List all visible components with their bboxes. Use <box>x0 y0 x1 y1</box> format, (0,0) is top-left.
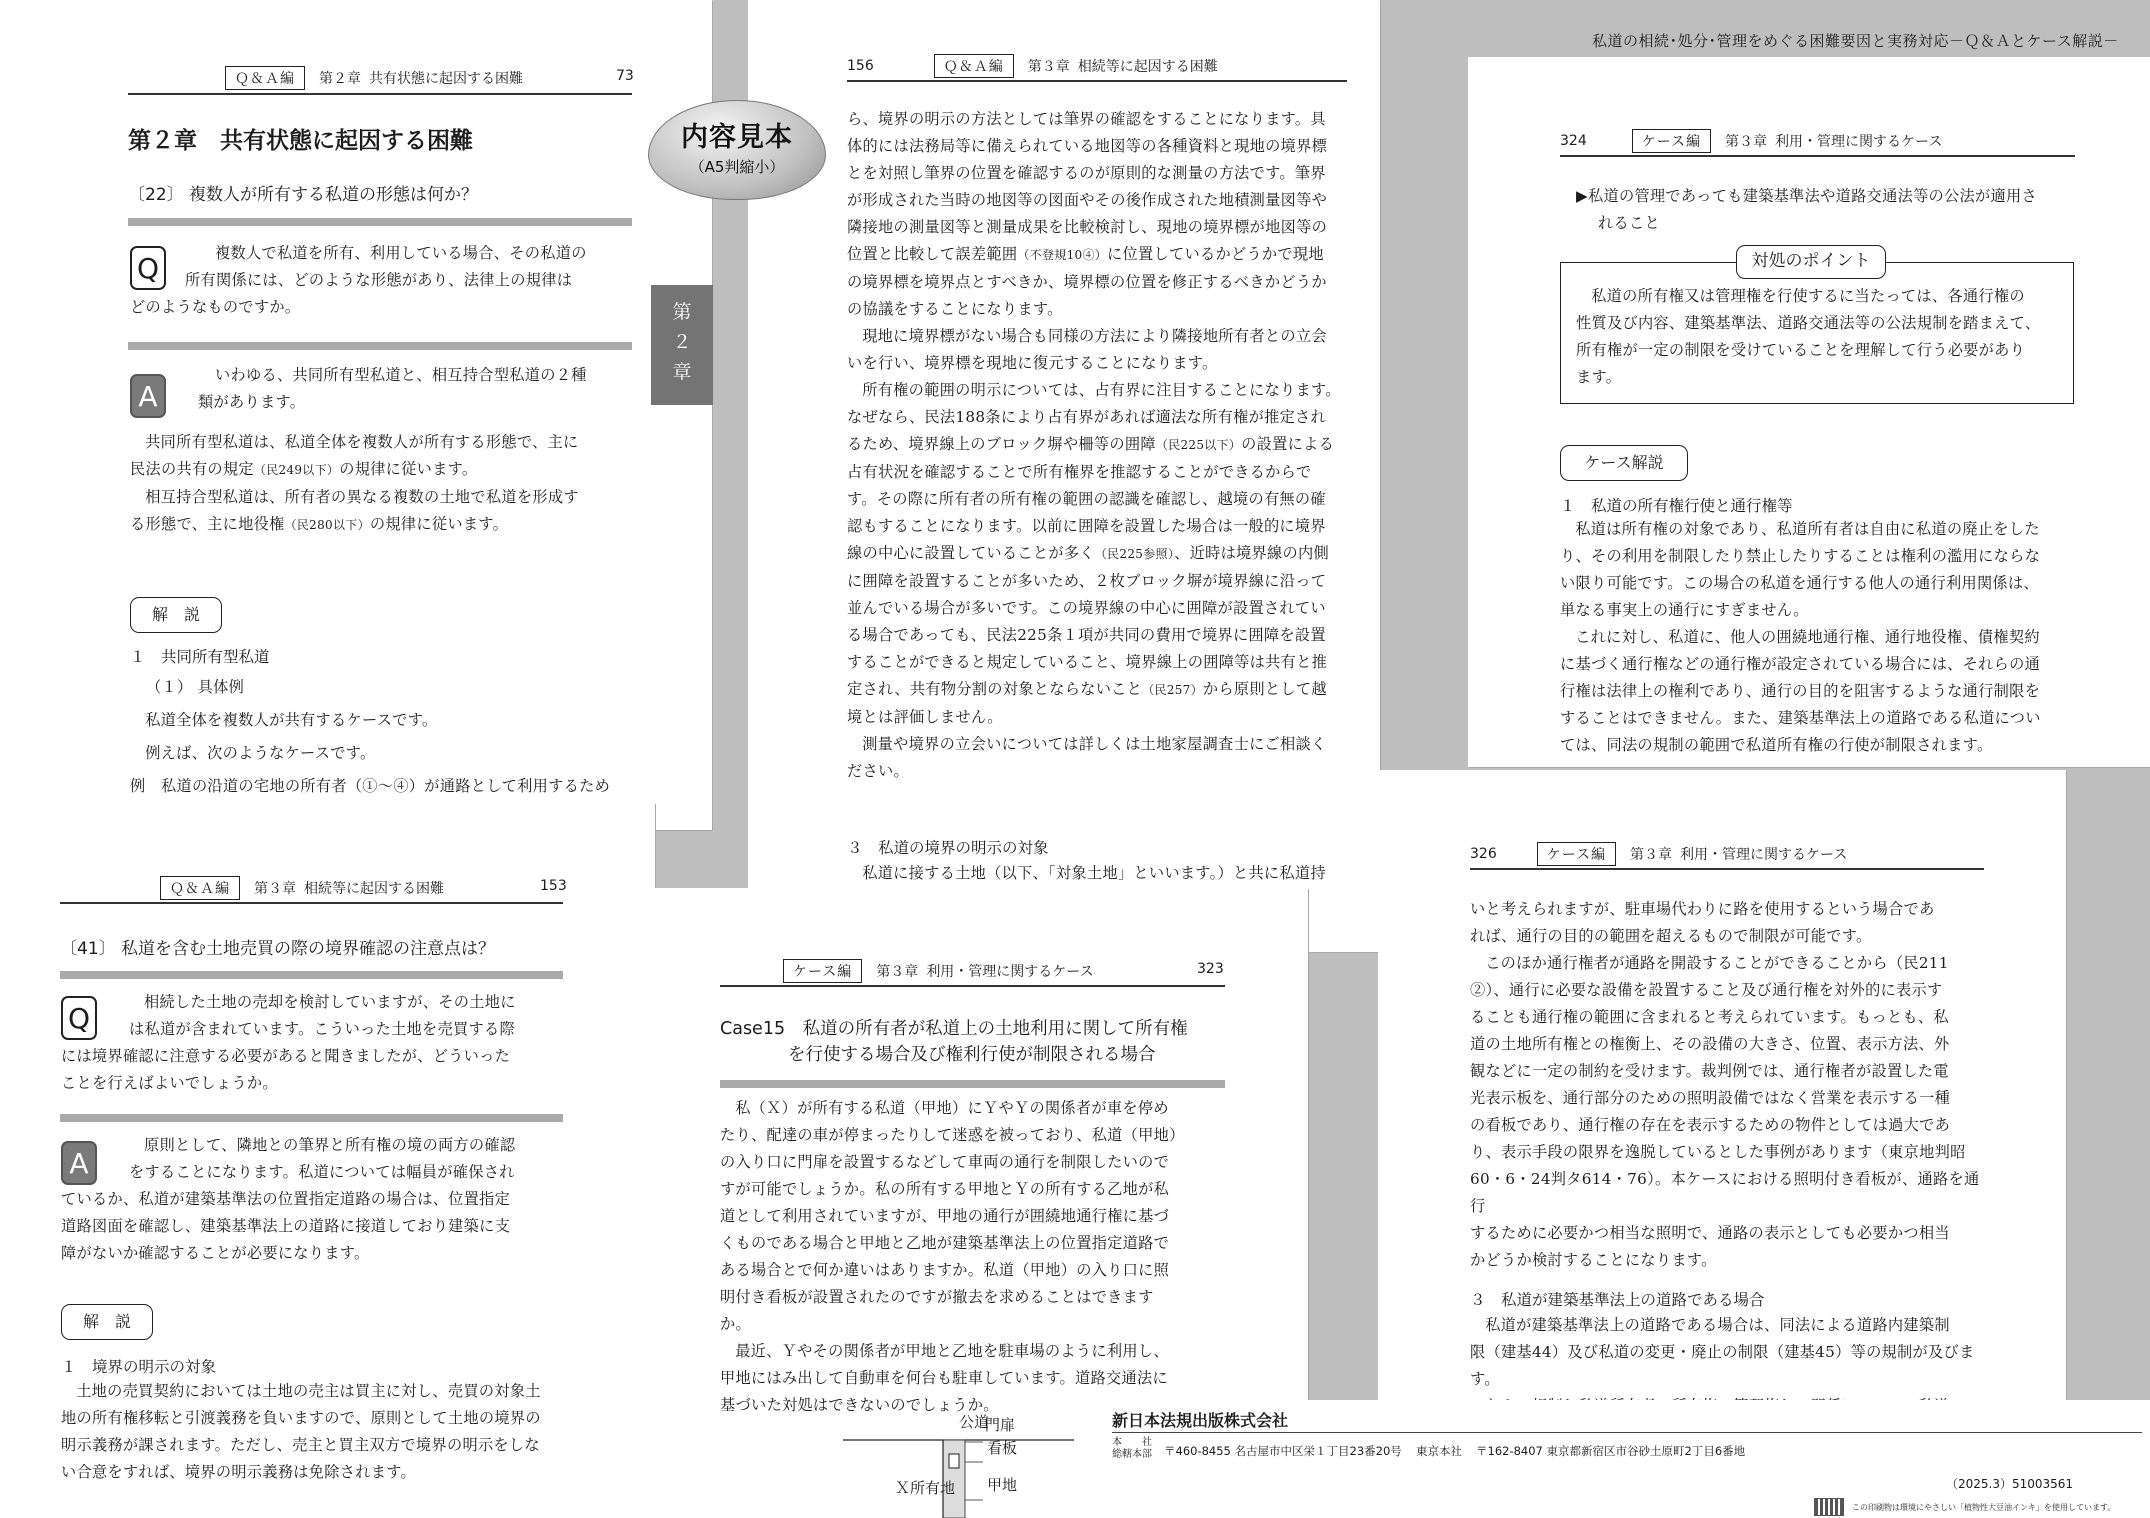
text-line: ある場合とで何か違いはありますか。私道（甲地）の入り口に照 <box>720 1261 1170 1279</box>
text-line: るため、境界線上のブロック塀や柵等の囲障 <box>847 435 1156 453</box>
header-tag: ケース編 <box>783 959 862 983</box>
section-heading: １ 私道の所有権行使と通行権等 <box>1560 497 1793 515</box>
footer-rule <box>1112 1432 2142 1433</box>
text-line: から原則として越 <box>1202 680 1327 698</box>
text-line: 並んでいる場合が多いです。この境界線の中心に囲障が設置されてい <box>847 599 1326 617</box>
header-chapter: 第３章 <box>1725 134 1768 150</box>
law-ref: （民225参照） <box>1094 547 1175 561</box>
text-line: 最近、Ｙやその関係者が甲地と乙地を駐車場のように利用し、 <box>735 1342 1169 1360</box>
page-header <box>783 959 1094 983</box>
text-line: 体的には法務局等に備えられている地図等の各種資料と現地の境界標 <box>847 137 1328 155</box>
text-line: い限り可能です。この場合の私道を通行する他人の通行利用関係は、 <box>1560 574 2039 592</box>
text-line: ることも通行権の範囲に含まれると考えられています。もっとも、私 <box>1470 1008 1949 1026</box>
hq-label <box>1112 1437 1152 1461</box>
text-line: 現地に境界標がない場合も同様の方法により隣接地所有者との立会 <box>862 327 1327 345</box>
text-line: 地の所有権移転と引渡義務を負いますので、原則として土地の境界の <box>61 1409 541 1427</box>
point-text <box>1576 283 2066 391</box>
page-header <box>160 876 444 900</box>
body-text <box>1470 896 1990 1274</box>
a-line: いわゆる、共同所有型私道と、相互持合型私道の２種 <box>215 366 587 384</box>
subsection-heading: （１） 具体例 <box>146 678 245 696</box>
q-mark: Q <box>130 246 166 290</box>
page-324 <box>1468 57 2150 767</box>
body-text <box>61 1378 571 1486</box>
text-line: いと考えられますが、駐車場代わりに路を使用するという場合であ <box>1470 900 1935 918</box>
question-text <box>61 989 566 1097</box>
text-line: することはできません。また、建築基準法上の道路である私道につい <box>1560 709 2041 727</box>
divider-bar <box>720 1080 1225 1088</box>
text-line: 、近時は境界線の内側 <box>1174 544 1329 562</box>
a-mark: A <box>61 1141 97 1185</box>
key-point-bullet <box>1576 183 2086 237</box>
a-line: 道路図面を確認し、建築基準法上の道路に接道しており建築に支 <box>61 1217 511 1235</box>
badge-subtitle: （A5判縮小） <box>689 158 785 176</box>
text-line: り、表示手段の限界を逸脱しているとした事例があります（東京地判昭 <box>1470 1143 1966 1161</box>
point-line: 性質及び内容、建築基準法、道路交通法等の公法規制を踏まえて、 <box>1576 314 2041 332</box>
tab-char: 第 <box>672 301 692 323</box>
text-line: いを行い、境界標を現地に復元することになります。 <box>847 354 1218 372</box>
page-number: 73 <box>616 68 634 84</box>
section-heading: ３ 私道の境界の明示の対象 <box>847 839 1049 857</box>
body-text <box>847 860 1357 887</box>
q-line: どのようなものですか。 <box>130 298 301 316</box>
text-line: かどうか検討することになります。 <box>1470 1251 1717 1269</box>
header-rule <box>1470 868 1984 870</box>
page-header <box>847 54 1218 78</box>
text-line: 認もすることになります。以前に囲障を設置した場合は一般的に境界 <box>847 517 1326 535</box>
header-tag: ケース編 <box>1537 842 1616 866</box>
text-line: 民法の共有の規定 <box>130 460 254 478</box>
section-heading: １ 共同所有型私道 <box>130 648 270 666</box>
a-line: 原則として、隣地との筆界と所有権の境の両方の確認 <box>144 1136 516 1154</box>
text-line: このほか通行権者が通路を開設することができることから（民211 <box>1485 954 1949 972</box>
a-mark: A <box>130 374 166 418</box>
text-line: の看板であり、通行権の存在を表示するための物件としては過大であ <box>1470 1116 1951 1134</box>
text-line: 所有権の範囲の明示については、占有界に注目することになります。 <box>862 381 1341 399</box>
page-number: 326 <box>1470 846 1497 862</box>
text-line: の入り口に門扉を設置するなどして車両の通行を制限したいので <box>720 1153 1170 1171</box>
header-tag: Ｑ＆Ａ編 <box>160 876 240 900</box>
law-ref: （民257） <box>1142 683 1203 697</box>
diagram-kochi-label: 甲地 <box>987 1476 1018 1494</box>
badge-title: 内容見本 <box>681 122 793 153</box>
header-tag: Ｑ＆Ａ編 <box>225 66 305 90</box>
text-line: 線の中心に設置していることが多く <box>847 544 1095 562</box>
text-line: れば、通行の目的の範囲を超えるもので制限が可能です。 <box>1470 927 1872 945</box>
text-line: 私道全体を複数人が共有するケースです。 <box>145 711 438 729</box>
bullet-line: ▶私道の管理であっても建築基準法や道路交通法等の公法が適用さ <box>1576 187 2037 205</box>
divider-bar <box>60 1114 563 1122</box>
text-line: る場合であっても、民法225条１項が共同の費用で境界に囲障を設置 <box>847 626 1326 644</box>
text-line: す。その際に所有者の所有権の範囲の認識を確認し、越境の有無の確 <box>847 490 1326 508</box>
tokyo-address: 〒162-8407 東京都新宿区市谷砂土原町2丁目6番地 <box>1476 1444 1746 1458</box>
diagram-sign-label: 看板 <box>987 1439 1018 1457</box>
hq-label-line: 本 社 <box>1112 1437 1152 1448</box>
publisher-name: 新日本法規出版株式会社 <box>1112 1411 1289 1430</box>
page-153 <box>0 803 655 1518</box>
chapter-heading: 第２章 共有状態に起因する困難 <box>128 128 473 154</box>
text-line: ては、同法の規制の範囲で私道所有権の行使が制限されます。 <box>1560 736 1993 754</box>
page-number: 324 <box>1560 133 1587 149</box>
text-line: か。 <box>720 1315 751 1333</box>
answer-paragraphs <box>130 429 635 539</box>
text-line: ら、境界の明示の方法としては筆界の確認をすることになります。具 <box>847 110 1326 128</box>
text-line: が形成された当時の地図等の図面やその後作成された地積測量図等や <box>847 191 1328 209</box>
text-line: り、その利用を制限したり禁止したりすることは権利の濫用にならな <box>1560 547 2041 565</box>
a-line: ているか、私道が建築基準法の位置指定道路の場合は、位置指定 <box>61 1190 511 1208</box>
header-rule <box>720 985 1225 987</box>
header-tag: ケース編 <box>1632 129 1711 153</box>
running-title: 私道の相続･処分･管理をめぐる困難要因と実務対応－Ｑ＆Ａとケース解説－ <box>1592 32 2119 50</box>
page-header <box>225 66 523 90</box>
q-line: には境界確認に注意する必要があると聞きましたが、どういった <box>61 1047 511 1065</box>
text-line: とを対照し筆界の位置を確認するのが原則的な測量の方法です。筆界 <box>847 164 1326 182</box>
text-line: の協議をすることになります。 <box>847 300 1063 318</box>
answer-text <box>61 1132 566 1267</box>
law-ref: （民280以下） <box>284 518 370 532</box>
text-line: すが可能でしょうか。私の所有する甲地とＹの所有する乙地が私 <box>720 1180 1170 1198</box>
text-line: 道の土地所有権との権衡上、その設備の大きさ、位置、表示方法、外 <box>1470 1035 1950 1053</box>
text-line: 限（建基44）及び私道の変更・廃止の制限（建基45）等の規制が及びます。 <box>1470 1343 1975 1388</box>
section-heading: １ 境界の明示の対象 <box>61 1358 217 1376</box>
commentary-label: ケース解説 <box>1560 445 1688 481</box>
law-ref: （民249以下） <box>253 463 340 477</box>
header-tag: Ｑ＆Ａ編 <box>934 54 1014 78</box>
a-line: をすることになります。私道については幅員が確保され <box>129 1163 515 1181</box>
law-ref: （民225以下） <box>1155 438 1242 452</box>
case-question-text <box>720 1095 1232 1419</box>
header-rule <box>847 80 1347 82</box>
a-line: 障がないか確認することが必要になります。 <box>61 1244 370 1262</box>
diagram-land-x-label: Ｘ所有地 <box>895 1479 956 1497</box>
section-heading: ３ 私道が建築基準法上の道路である場合 <box>1470 1291 1765 1309</box>
text-line: に位置しているかどうかで現地 <box>1107 245 1324 263</box>
case-title-line: Case15 私道の所有者が私道上の土地利用に関して所有権 <box>720 1019 1188 1039</box>
eco-ink-icon <box>1814 1498 1844 1516</box>
body-text <box>1470 1312 1990 1410</box>
q-line: 複数人で私道を所有、利用している場合、その私道の <box>215 244 587 262</box>
header-title: 相続等に起因する困難 <box>304 881 444 897</box>
text-line: 観などに一定の制約を受けます。裁判例では、通行権者が設置した電 <box>1470 1062 1949 1080</box>
header-title: 共有状態に起因する困難 <box>369 71 523 87</box>
q-line: は私道が含まれています。こういった土地を売買する際 <box>129 1020 515 1038</box>
body-text <box>1560 516 2080 759</box>
text-line: 例 私道の沿道の宅地の所有者（①～④）が通路として利用するため <box>130 777 611 795</box>
text-line: 単なる事実上の通行にすぎません。 <box>1560 601 1809 619</box>
page-header <box>1560 129 1942 153</box>
hq-label-line: 総轄本部 <box>1112 1449 1152 1460</box>
text-line: の規律に従います。 <box>339 460 478 478</box>
tokyo-label: 東京本社 <box>1416 1444 1462 1458</box>
header-title: 相続等に起因する困難 <box>1077 59 1218 75</box>
tab-char: ２ <box>672 331 692 353</box>
point-line: ます。 <box>1576 368 1622 386</box>
header-rule <box>1560 155 2075 157</box>
text-line: ②）、通行に必要な設備を設置すること及び通行権を対外的に表示す <box>1470 981 1943 999</box>
text-line: に囲障を設置することが多いため、２枚ブロック塀が境界線に沿って <box>847 572 1327 590</box>
header-rule <box>128 93 632 95</box>
publisher-footer <box>1074 1400 2150 1518</box>
text-line: 隣接地の測量図等と測量成果を比較検討し、現地の境界標が地図等の <box>847 218 1328 236</box>
text-line: 定され、共有物分割の対象とならないこと <box>847 680 1143 698</box>
text-line: い合意をすれば、境界の明示義務は免除されます。 <box>61 1463 416 1481</box>
header-chapter: 第３章 <box>1630 847 1673 863</box>
text-line: 共同所有型私道は、私道全体を複数人が所有する形態で、主に <box>145 433 579 451</box>
header-title: 利用・管理に関するケース <box>1680 847 1848 863</box>
text-line: 私道が建築基準法上の道路である場合は、同法による道路内建築制 <box>1485 1316 1950 1334</box>
text-line: 60・6・24判タ614・76）。本ケースにおける照明付き看板が、通路を通行 <box>1470 1170 1980 1215</box>
answer-text <box>130 362 635 416</box>
q-line: 所有関係には、どのような形態があり、法律上の規律は <box>185 271 573 289</box>
header-chapter: 第３章 <box>254 881 296 897</box>
text-line: 測量や境界の立会いについては詳しくは土地家屋調査士にご相談く <box>862 735 1327 753</box>
diagram-road-label: 公道 <box>959 1413 990 1431</box>
question-title: 〔22〕 複数人が所有する私道の形態は何か？ <box>128 185 479 205</box>
section-body <box>130 674 635 800</box>
text-line: に基づく通行権などの通行権が設定されている場合には、それらの通 <box>1560 655 2041 673</box>
text-line: たり、配達の車が停まったりして迷惑を被っており、私道（甲地） <box>720 1126 1185 1144</box>
page-156 <box>748 0 1380 952</box>
page-number: 153 <box>540 878 567 894</box>
question-title: 〔41〕 私道を含む土地売買の際の境界確認の注意点は？ <box>60 939 496 959</box>
commentary-label: 解 説 <box>130 597 222 633</box>
case-title <box>720 1016 1240 1068</box>
text-line: 例えば、次のようなケースです。 <box>145 744 376 762</box>
text-line: 明示義務が課されます。ただし、売主と買主双方で境界の明示をしな <box>61 1436 540 1454</box>
text-line: 境とは評価しません。 <box>847 708 1003 726</box>
text-line: の規律に従います。 <box>369 515 509 533</box>
tab-char: 章 <box>672 361 692 383</box>
text-line: くものである場合と甲地と乙地が建築基準法上の位置指定道路で <box>720 1234 1170 1252</box>
text-line: することができると規定していること、境界線上の囲障等は共有と推 <box>847 653 1328 671</box>
q-line: ことを行えばよいでしょうか。 <box>61 1074 278 1092</box>
hq-address: 〒460-8455 名古屋市中区栄１丁目23番20号 <box>1164 1444 1402 1458</box>
page-73 <box>0 0 712 830</box>
q-mark: Q <box>61 996 97 1040</box>
catalog-code: （2025.3）51003561 <box>1946 1477 2074 1491</box>
page-number: 323 <box>1197 961 1224 977</box>
commentary-label: 解 説 <box>61 1304 153 1340</box>
case-title-line: を行使する場合及び権利行使が制限される場合 <box>788 1045 1156 1065</box>
chapter-tab <box>651 285 713 405</box>
point-line: 所有権が一定の制限を受けていることを理解して行う必要があり <box>1576 341 2026 359</box>
page-number: 156 <box>847 58 874 74</box>
eco-note: この印刷物は環境にやさしい「植物性大豆油インキ」を使用しています。 <box>1852 1503 2116 1512</box>
text-line: 道として利用されていますが、甲地の通行が囲繞地通行権に基づ <box>720 1207 1170 1225</box>
divider-bar <box>128 218 632 226</box>
diagram-gate-label: 門扉 <box>985 1416 1016 1434</box>
text-line: ださい。 <box>847 762 909 780</box>
law-ref: （不登規10④） <box>1017 248 1108 262</box>
text-line: するために必要かつ相当な照明で、通路の表示としても必要かつ相当 <box>1470 1224 1950 1242</box>
text-line: なぜなら、民法188条により占有界があれば適法な所有権が推定され <box>847 408 1327 426</box>
text-line: 私道は所有権の対象であり、私道所有者は自由に私道の廃止をした <box>1575 520 2040 538</box>
header-chapter: 第３章 <box>876 964 919 980</box>
point-label: 対処のポイント <box>1736 245 1886 279</box>
text-line: る形態で、主に地役権 <box>130 515 285 533</box>
header-chapter: 第３章 <box>1027 59 1070 75</box>
text-line: 基づいた対処はできないのでしょうか。 <box>720 1396 999 1414</box>
point-line: 私道の所有権又は管理権を行使するに当たっては、各通行権の <box>1591 287 2025 305</box>
text-line: 占有状況を確認することで所有権界を推認することができるからで <box>847 463 1312 481</box>
text-line: 位置と比較して誤差範囲 <box>847 245 1018 263</box>
text-line: 明付き看板が設置されたのですが撤去を求めることはできます <box>720 1288 1154 1306</box>
text-line: 私道に接する土地（以下、「対象土地」といいます。）と共に私道持 <box>862 864 1326 882</box>
body-text <box>847 106 1357 785</box>
text-line: 光表示板を、通行部分のための照明設備ではなく営業を表示する一種 <box>1470 1089 1951 1107</box>
divider-bar <box>128 342 632 350</box>
header-title: 利用・管理に関するケース <box>926 964 1094 980</box>
text-line: 甲地にはみ出して自動車を何台も駐車しています。道路交通法に <box>720 1369 1168 1387</box>
bullet-line: れること <box>1598 214 1660 232</box>
page-326 <box>1378 770 2066 1410</box>
text-line: の境界標を境界点とすべきか、境界標の位置を修正するべきかどうか <box>847 273 1327 291</box>
text-line: の設置による <box>1241 435 1335 453</box>
sample-badge <box>648 100 826 200</box>
a-line: 類があります。 <box>198 393 306 411</box>
text-line: 相互持合型私道は、所有者の異なる複数の土地で私道を形成す <box>145 488 579 506</box>
text-line: これに対し、私道に、他人の囲繞地通行権、通行地役権、債権契約 <box>1575 628 2040 646</box>
header-title: 利用・管理に関するケース <box>1775 134 1943 150</box>
question-text <box>130 240 635 321</box>
text-line: 私（Ｘ）が所有する私道（甲地）にＹやＹの関係者が車を停め <box>735 1099 1169 1117</box>
header-chapter: 第２章 <box>319 71 361 87</box>
page-header <box>1470 842 1847 866</box>
text-line: 行権は法律上の権利であり、通行の目的を阻害するような通行制限を <box>1560 682 2041 700</box>
q-line: 相続した土地の売却を検討していますが、その土地に <box>144 993 516 1011</box>
header-rule <box>60 902 563 904</box>
divider-bar <box>60 971 563 979</box>
text-line: 土地の売買契約においては土地の売主は買主に対し、売買の対象土 <box>76 1382 541 1400</box>
